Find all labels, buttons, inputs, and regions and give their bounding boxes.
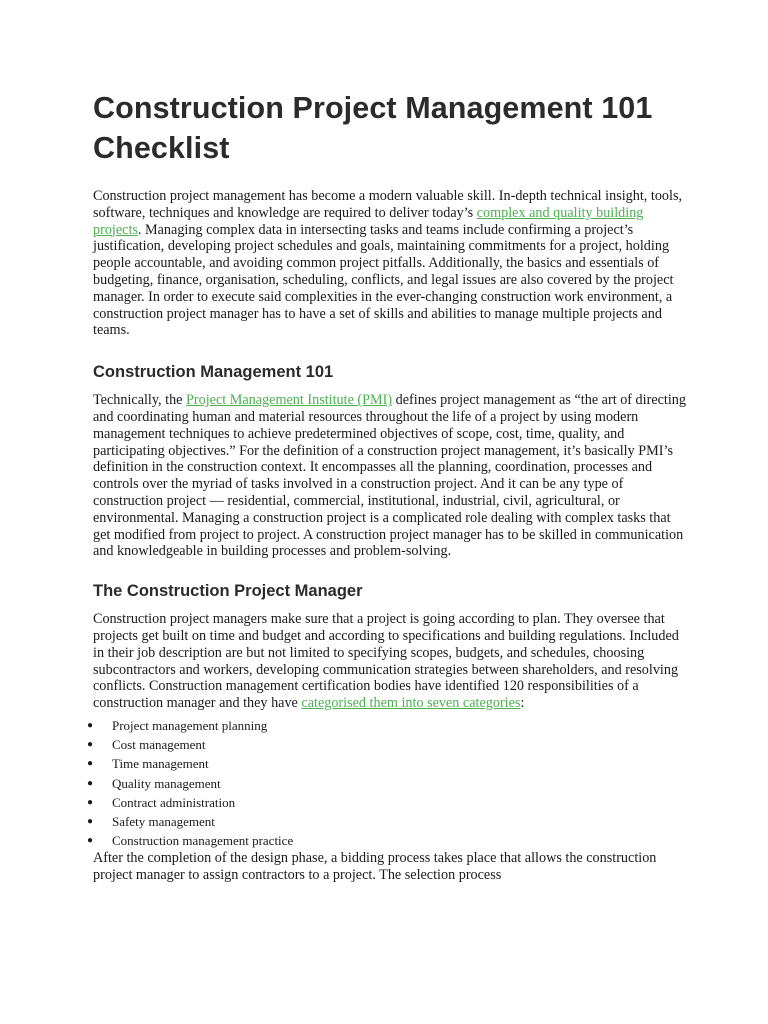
category-label: Time management bbox=[112, 756, 209, 772]
project-manager-paragraph bbox=[93, 611, 688, 712]
list-item bbox=[87, 793, 688, 812]
section-heading-project-manager: The Construction Project Manager bbox=[93, 582, 363, 601]
bullet-icon: ● bbox=[87, 758, 94, 770]
intro-text-before: Construction project management has become a modern valuable skill. In-depth technical insight, tools, software, techniques and knowledge are required to deliver today’s bbox=[93, 188, 683, 221]
section-heading-construction-management: Construction Management 101 bbox=[93, 363, 334, 382]
list-item bbox=[87, 812, 688, 831]
category-label: Contract administration bbox=[112, 794, 236, 810]
section2-text-after: : bbox=[520, 695, 525, 712]
complex-quality-projects-link[interactable]: complex and quality building projects bbox=[93, 204, 644, 238]
categories-list bbox=[87, 716, 688, 850]
construction-management-paragraph bbox=[93, 392, 688, 560]
category-label: Project management planning bbox=[112, 717, 268, 733]
page-title: Construction Project Management 101 Checklist bbox=[93, 91, 653, 165]
category-label: Quality management bbox=[112, 775, 221, 791]
list-item bbox=[87, 831, 688, 850]
category-label: Safety management bbox=[112, 813, 215, 829]
pmi-link[interactable]: Project Management Institute (PMI) bbox=[186, 392, 393, 409]
section2-text-before: Construction project managers make sure that a project is going according to plan. They oversee that projects get built on time and budget and according to specifications and building regulations. Included in their job description are but not limited to specifying scopes, budgets, and schedules, choosing subcontractors and workers, developing communication strategies between shareholders, and resolving conflicts. Construction management certification bodies have identified 120 responsibilities of a construction manager and they have bbox=[93, 611, 679, 712]
bullet-icon: ● bbox=[87, 739, 94, 751]
seven-categories-link[interactable]: categorised them into seven categories bbox=[301, 695, 521, 712]
intro-text-after: . Managing complex data in intersecting tasks and teams include confirming a project’s justification, developing project schedules and goals, maintaining commitments for a project, holding people accountable, and avoiding common project pitfalls. Additionally, the basics and essentials of budgeting, finance, organisation, scheduling, conflicts, and legal issues are also covered by the project manager. In order to execute said complexities in the ever-changing construction work environment, a construction project manager has to have a set of skills and abilities to manage multiple projects and teams. bbox=[93, 221, 674, 339]
category-label: Cost management bbox=[112, 737, 206, 753]
bullet-icon: ● bbox=[87, 796, 94, 808]
section1-text-before: Technically, the bbox=[93, 392, 187, 409]
bullet-icon: ● bbox=[87, 835, 94, 847]
bidding-process-paragraph: After the completion of the design phase, a bidding process takes place that allows the construction project manager to assign contractors to a project. The selection process bbox=[93, 850, 657, 884]
list-item bbox=[87, 716, 688, 735]
category-label: Construction management practice bbox=[112, 833, 294, 849]
section1-text-after: defines project management as “the art of directing and coordinating human and material resources throughout the life of a project by using modern management techniques to achieve predetermined objectives of scope, cost, time, quality, and participating objectives.” For the definition of a construction project management, it’s basically PMI’s definition in the construction context. It encompasses all the planning, coordination, processes and controls over the myriad of tasks involved in a construction project. And it can be any type of construction project — residential, commercial, institutional, industrial, civil, agricultural, or environmental. Managing a construction project is a complicated role dealing with complex tasks that get modified from project to project. A construction project manager has to be skilled in communication and knowledgeable in building processes and problem-solving. bbox=[93, 392, 686, 560]
intro-paragraph bbox=[93, 188, 688, 339]
bullet-icon: ● bbox=[87, 777, 94, 789]
bullet-icon: ● bbox=[87, 815, 94, 827]
list-item bbox=[87, 735, 688, 754]
bullet-icon: ● bbox=[87, 719, 94, 731]
list-item bbox=[87, 774, 688, 793]
list-item bbox=[87, 754, 688, 773]
